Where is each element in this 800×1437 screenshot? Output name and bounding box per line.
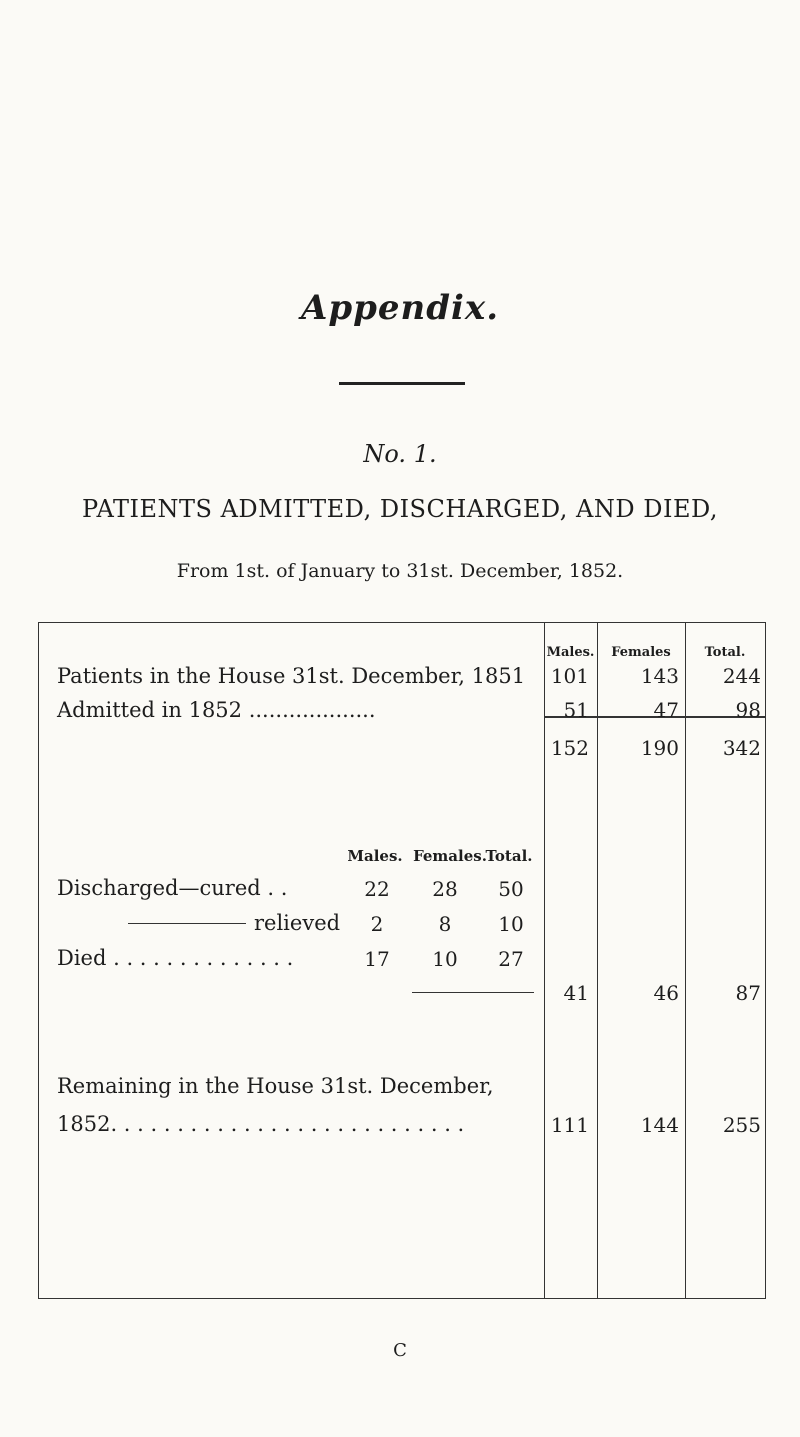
table-top-border — [38, 622, 766, 623]
col-head-males: Males. — [546, 645, 595, 660]
table-subtitle: From 1st. of January to 31st. December, 1852. — [176, 560, 624, 582]
appendix-heading: Appendix. — [300, 288, 500, 328]
inner-label-died: Died . . . . . . . . . . . . . . — [57, 946, 294, 970]
inner-value-total: 27 — [498, 947, 524, 971]
inner-value-total: 10 — [498, 912, 524, 936]
inner-value-males: 2 — [370, 912, 384, 936]
inner-value-females: 8 — [438, 912, 452, 936]
col-head-total: Total. — [704, 645, 746, 660]
col-head-females: Females — [611, 645, 671, 660]
signature-mark: C — [393, 1340, 407, 1361]
value-females: 143 — [640, 664, 679, 688]
inner-value-total: 50 — [498, 877, 524, 901]
table-left-border — [38, 622, 39, 1299]
inner-sum-rule — [412, 992, 534, 993]
value-total: 98 — [735, 698, 761, 722]
inner-value-males: 17 — [364, 947, 390, 971]
table-number: No. 1. — [363, 440, 437, 468]
column-divider-3 — [685, 622, 686, 1299]
inner-head-females: Females. — [413, 847, 487, 865]
column-divider-1 — [544, 622, 545, 1299]
subtotal-total: 342 — [722, 736, 761, 760]
subtotal-females: 190 — [640, 736, 679, 760]
remaining-label-year: 1852. . . . . . . . . . . . . . . . . . . . . . . . . . . — [57, 1112, 465, 1136]
inner-label-relieved: relieved — [254, 911, 341, 935]
table-right-border — [765, 622, 766, 1299]
table-bottom-border — [38, 1298, 766, 1299]
inner-label-cured: Discharged—cured . . — [57, 876, 288, 900]
inner-head-total: Total. — [485, 847, 533, 865]
deduction-total: 87 — [735, 981, 761, 1005]
value-total: 244 — [722, 664, 761, 688]
remaining-total: 255 — [722, 1113, 761, 1137]
row-label-in-house-1851: Patients in the House 31st. December, 1851 — [57, 664, 526, 688]
heading-rule — [339, 382, 465, 385]
ditto-dash — [128, 923, 246, 924]
value-females: 47 — [653, 698, 679, 722]
subtotal-males: 152 — [550, 736, 589, 760]
remaining-label: Remaining in the House 31st. December, — [57, 1074, 494, 1098]
inner-head-males: Males. — [347, 847, 403, 865]
value-males: 51 — [563, 698, 589, 722]
inner-value-females: 28 — [432, 877, 458, 901]
inner-value-males: 22 — [364, 877, 390, 901]
row-label-admitted: Admitted in 1852 ................... — [57, 698, 376, 722]
value-males: 101 — [550, 664, 589, 688]
deduction-females: 46 — [653, 981, 679, 1005]
deduction-males: 41 — [563, 981, 589, 1005]
column-divider-2 — [597, 622, 598, 1299]
table-title: PATIENTS ADMITTED, DISCHARGED, AND DIED, — [82, 495, 718, 523]
remaining-males: 111 — [550, 1113, 589, 1137]
remaining-females: 144 — [640, 1113, 679, 1137]
inner-value-females: 10 — [432, 947, 458, 971]
